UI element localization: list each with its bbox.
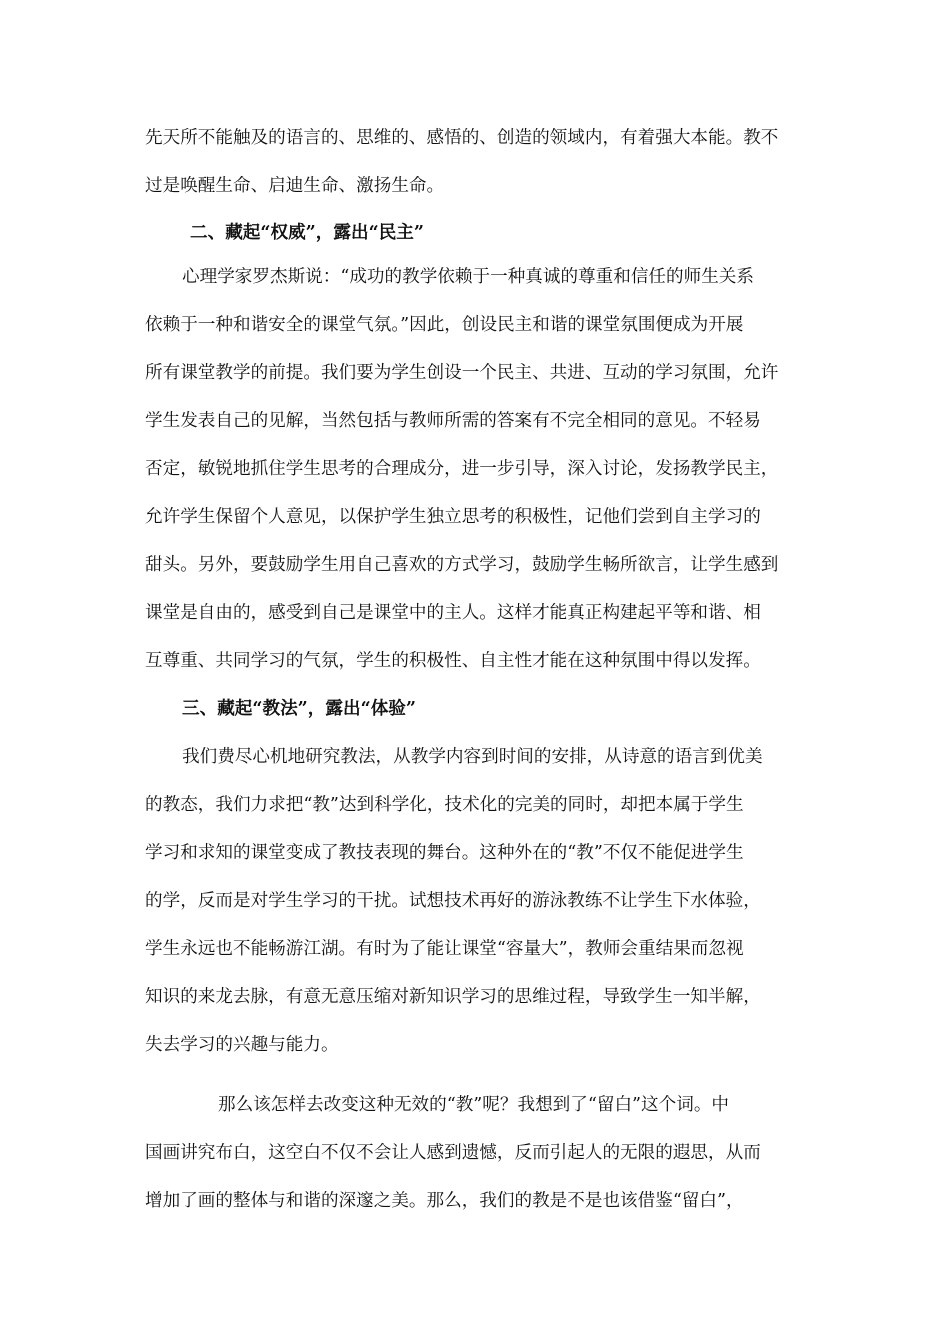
paragraph-line: 心理学家罗杰斯说：“成功的教学依赖于一种真诚的尊重和信任的师生关系: [182, 267, 754, 287]
paragraph-line: 学习和求知的课堂变成了教技表现的舞台。这种外在的“教”不仅不能促进学生: [145, 843, 744, 863]
paragraph-line: 增加了画的整体与和谐的深邃之美。那么，我们的教是不是也该借鉴“留白”，: [145, 1191, 744, 1211]
paragraph-line: 过是唤醒生命、启迪生命、激扬生命。: [145, 176, 445, 196]
paragraph-line: 失去学习的兴趣与能力。: [145, 1035, 339, 1055]
paragraph-line: 知识的来龙去脉，有意无意压缩对新知识学习的思维过程，导致学生一知半解，: [145, 987, 761, 1007]
paragraph-line: 允许学生保留个人意见，以保护学生独立思考的积极性，记他们尝到自主学习的: [145, 507, 761, 527]
paragraph-line: 学生发表自己的见解，当然包括与教师所需的答案有不完全相同的意见。不轻易: [145, 411, 761, 431]
section-heading: 二、藏起“权威”，露出“民主”: [190, 222, 425, 243]
paragraph-line: 先天所不能触及的语言的、思维的、感悟的、创造的领域内，有着强大本能。教不: [145, 128, 779, 148]
paragraph-line: 那么该怎样去改变这种无效的“教”呢？我想到了“留白”这个词。中: [218, 1095, 730, 1115]
paragraph-line: 我们费尽心机地研究教法，从教学内容到时间的安排，从诗意的语言到优美: [182, 747, 763, 767]
section-heading: 三、藏起“教法”，露出“体验”: [182, 698, 417, 719]
paragraph-line: 学生永远也不能畅游江湖。有时为了能让课堂“容量大”，教师会重结果而忽视: [145, 939, 744, 959]
paragraph-line: 国画讲究布白，这空白不仅不会让人感到遗憾，反而引起人的无限的遐思，从而: [145, 1143, 761, 1163]
paragraph-line: 课堂是自由的，感受到自己是课堂中的主人。这样才能真正构建起平等和谐、相: [145, 603, 761, 623]
paragraph-line: 甜头。另外，要鼓励学生用自己喜欢的方式学习，鼓励学生畅所欲言，让学生感到: [145, 555, 779, 575]
paragraph-line: 的教态，我们力求把“教”达到科学化，技术化的完美的同时，却把本属于学生: [145, 795, 744, 815]
paragraph-line: 否定，敏锐地抓住学生思考的合理成分，进一步引导，深入讨论，发扬教学民主，: [145, 459, 779, 479]
paragraph-line: 所有课堂教学的前提。我们要为学生创设一个民主、共进、互动的学习氛围，允许: [145, 363, 779, 383]
paragraph-line: 依赖于一种和谐安全的课堂气氛。”因此，创设民主和谐的课堂氛围便成为开展: [145, 315, 744, 335]
paragraph-line: 的学，反而是对学生学习的干扰。试想技术再好的游泳教练不让学生下水体验，: [145, 891, 761, 911]
paragraph-line: 互尊重、共同学习的气氛，学生的积极性、自主性才能在这种氛围中得以发挥。: [145, 651, 761, 671]
